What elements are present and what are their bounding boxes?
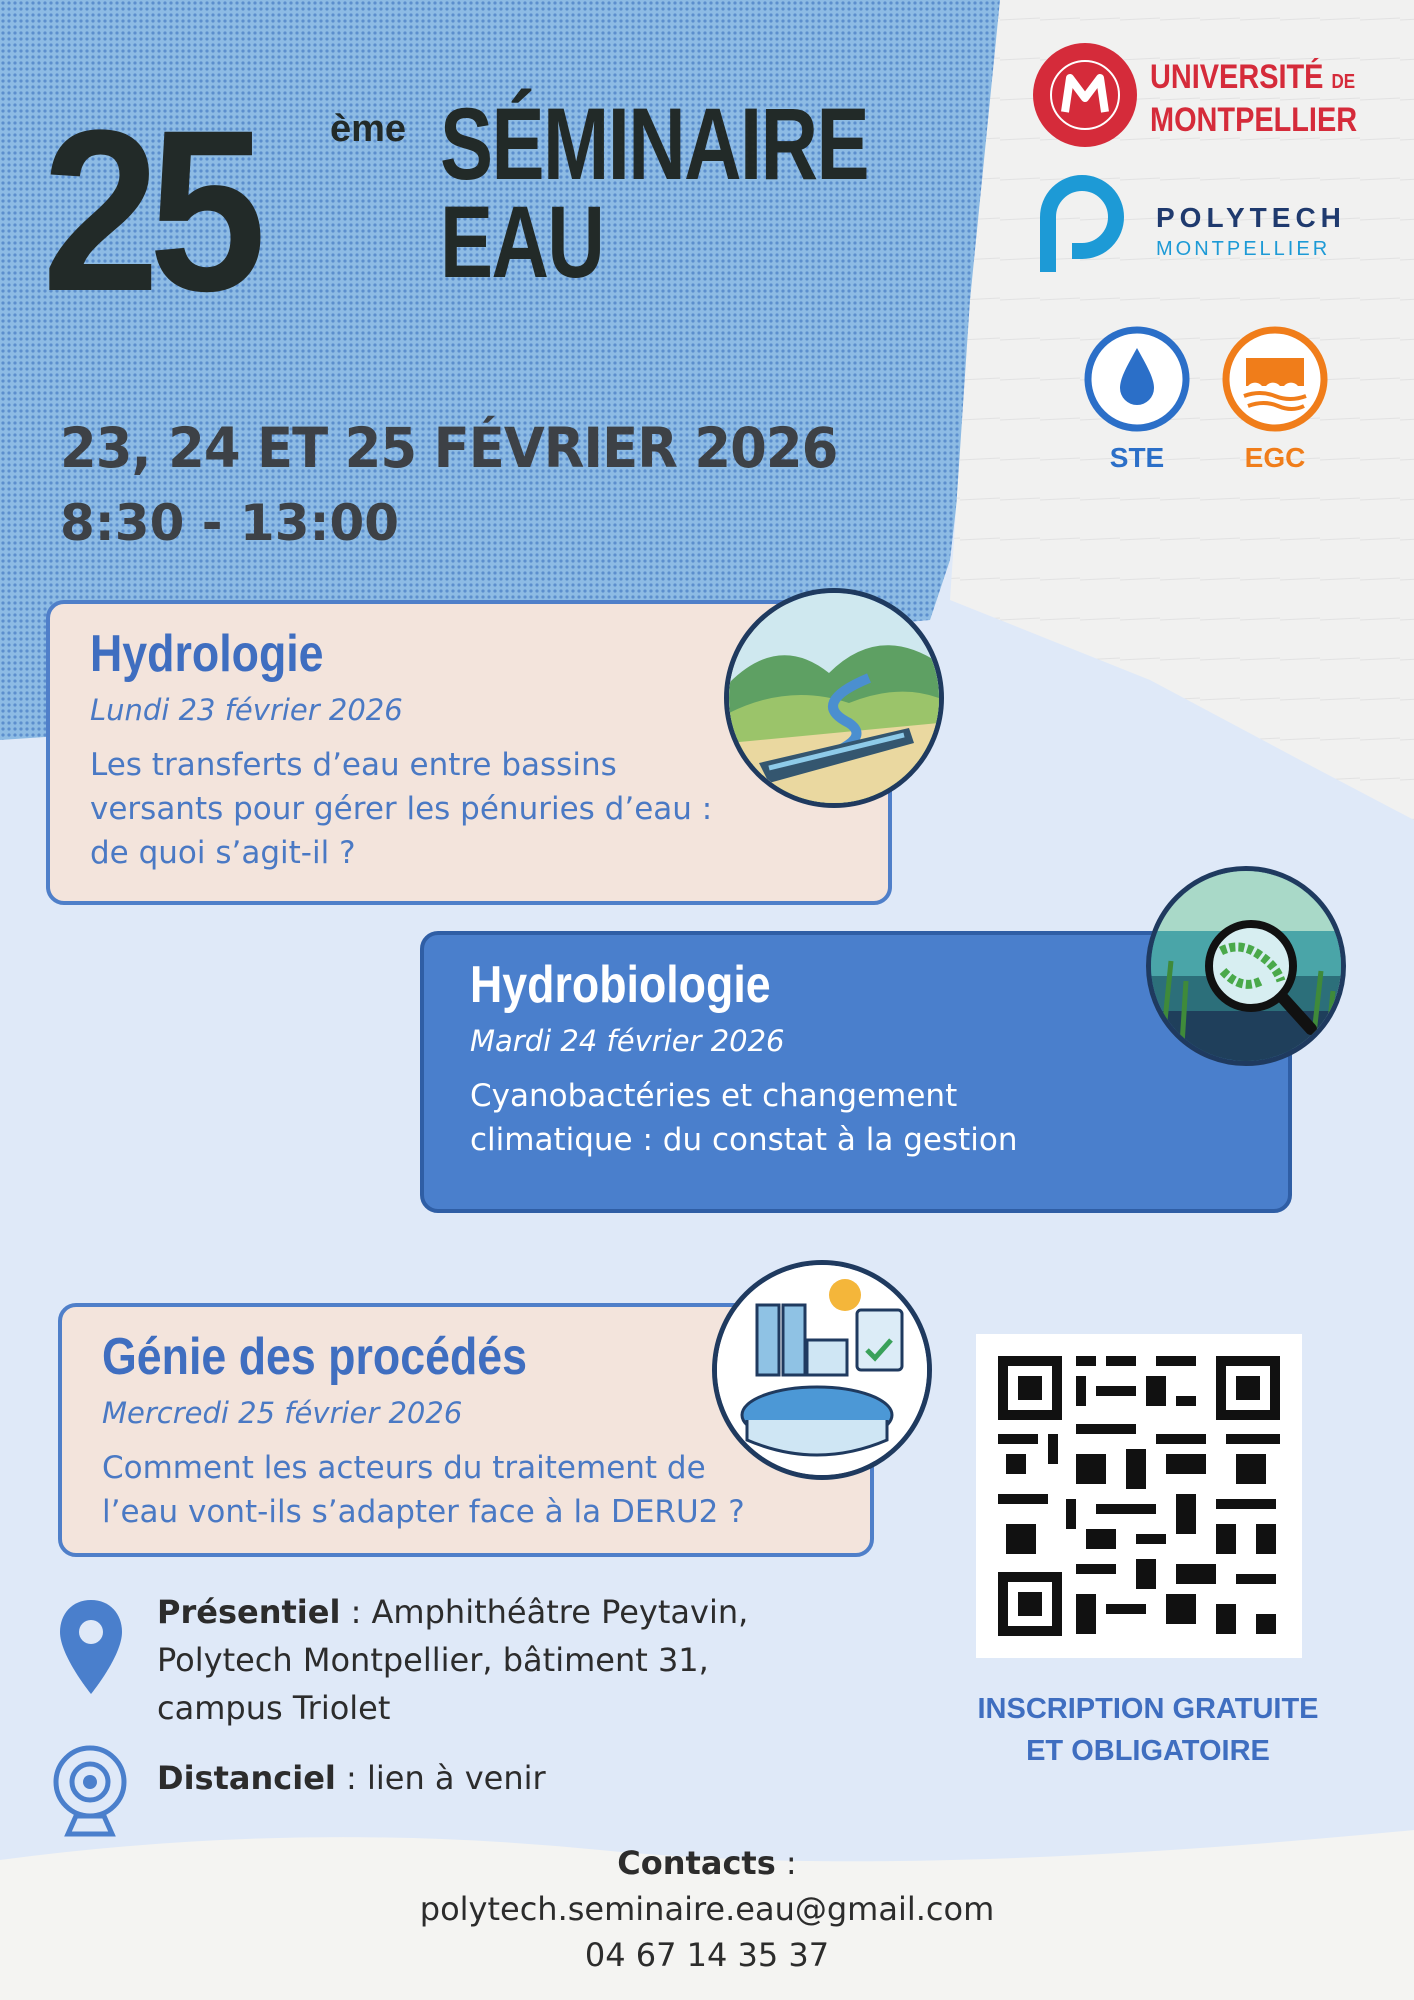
contact-phone[interactable]: 04 67 14 35 37 bbox=[584, 1936, 830, 1974]
location-pin-icon bbox=[56, 1598, 126, 1698]
hydrology-illustration bbox=[724, 588, 944, 808]
contacts-block bbox=[0, 1840, 1414, 1978]
ste-label: STE bbox=[1109, 442, 1165, 473]
registration-notice bbox=[958, 1688, 1338, 1772]
contact-email[interactable]: polytech.seminaire.eau@gmail.com bbox=[419, 1890, 995, 1928]
title-line-2: EAU bbox=[440, 184, 604, 299]
polytech-name: POLYTECH bbox=[1156, 202, 1346, 233]
session-date: Mercredi 25 février 2026 bbox=[102, 1396, 463, 1431]
webcam-icon bbox=[50, 1740, 130, 1840]
registration-qr-code[interactable] bbox=[976, 1334, 1302, 1658]
session-topic bbox=[470, 1074, 1248, 1162]
polytech-city: MONTPELLIER bbox=[1156, 238, 1331, 260]
polytech-logo bbox=[1030, 172, 1400, 282]
water-drop-icon bbox=[1082, 324, 1192, 434]
aqueduct-icon bbox=[1220, 324, 1330, 434]
um-seal-icon bbox=[1030, 40, 1140, 150]
session-title: Génie des procédés bbox=[102, 1328, 528, 1386]
session-title: Hydrobiologie bbox=[470, 956, 771, 1014]
um-name-de: DE bbox=[1331, 71, 1356, 93]
session-topic bbox=[102, 1446, 830, 1534]
session-topic bbox=[90, 743, 848, 875]
event-dates: 23, 24 ET 25 FÉVRIER 2026 bbox=[60, 416, 838, 480]
contacts-suffix: : bbox=[775, 1844, 797, 1882]
title-line-1: SÉMINAIRE bbox=[440, 87, 869, 201]
event-time: 8:30 - 13:00 bbox=[60, 494, 400, 552]
process-engineering-illustration bbox=[712, 1260, 932, 1480]
registration-line: ET OBLIGATOIRE bbox=[1026, 1735, 1270, 1767]
presentiel-text: : Amphithéâtre Peytavin, bbox=[340, 1593, 749, 1631]
edition-number: 25 bbox=[42, 82, 256, 339]
page-title bbox=[440, 87, 869, 299]
egc-label: EGC bbox=[1244, 442, 1306, 473]
presentiel-text: campus Triolet bbox=[157, 1689, 391, 1727]
presentiel-label: Présentiel bbox=[157, 1593, 341, 1631]
session-date: Mardi 24 février 2026 bbox=[470, 1024, 785, 1059]
session-topic-line: de quoi s’agit-il ? bbox=[90, 835, 356, 872]
distanciel-label: Distanciel bbox=[157, 1759, 336, 1797]
session-date: Lundi 23 février 2026 bbox=[90, 693, 403, 728]
qr-code-icon bbox=[976, 1334, 1302, 1658]
um-logo bbox=[1030, 40, 1390, 150]
distanciel-text: : lien à venir bbox=[335, 1759, 546, 1797]
session-topic-line: Cyanobactéries et changement bbox=[470, 1078, 958, 1115]
hydrobiology-illustration bbox=[1146, 866, 1346, 1066]
venue-presentiel bbox=[157, 1588, 857, 1732]
egc-logo bbox=[1220, 324, 1330, 474]
session-topic-line: Les transferts d’eau entre bassins bbox=[90, 747, 617, 784]
polytech-mark-icon bbox=[1030, 172, 1130, 282]
registration-line: INSCRIPTION GRATUITE bbox=[977, 1693, 1319, 1725]
venue-distanciel bbox=[157, 1754, 857, 1802]
edition-superscript: ème bbox=[330, 108, 407, 150]
session-topic-line: versants pour gérer les pénuries d’eau : bbox=[90, 791, 713, 828]
session-topic-line: climatique : du constat à la gestion bbox=[470, 1122, 1018, 1159]
presentiel-text: Polytech Montpellier, bâtiment 31, bbox=[157, 1641, 709, 1679]
um-name-line2: MONTPELLIER bbox=[1150, 101, 1358, 139]
session-title: Hydrologie bbox=[90, 625, 324, 683]
um-name-line1: UNIVERSITÉ bbox=[1150, 58, 1324, 96]
session-topic-line: Comment les acteurs du traitement de bbox=[102, 1450, 706, 1487]
ste-logo bbox=[1082, 324, 1192, 474]
session-topic-line: l’eau vont-ils s’adapter face à la DERU2 ? bbox=[102, 1494, 745, 1531]
contacts-label: Contacts bbox=[617, 1844, 776, 1882]
